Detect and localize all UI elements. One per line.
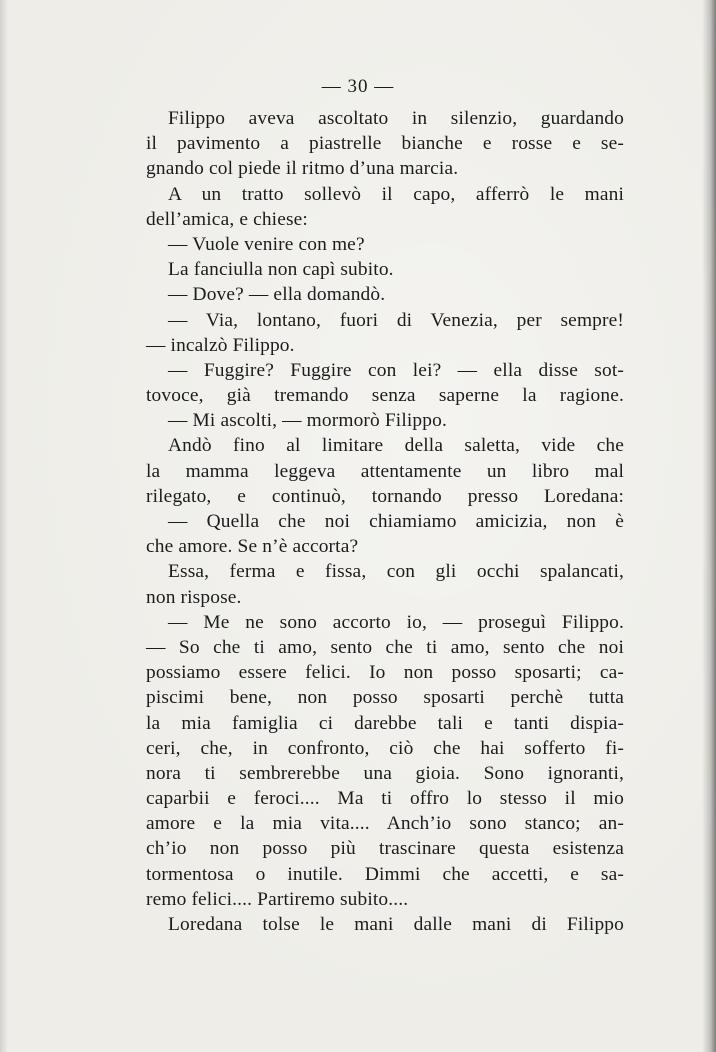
text-line: — Dove? — ella domandò. xyxy=(168,284,386,306)
text-line: — Vuole venire con me? xyxy=(168,233,365,255)
text-line: — Via, lontano, fuori di Venezia, per sempre! xyxy=(168,309,624,331)
text-line: — Fuggire? Fuggire con lei? — ella disse sot- xyxy=(168,359,624,381)
text-line: ch’io non posso più trascinare questa esistenza xyxy=(146,838,624,860)
text-line: tovoce, già tremando senza saperne la ragione. xyxy=(146,385,624,407)
text-line: gnando col piede il ritmo d’una marcia. xyxy=(146,158,459,180)
page-left-edge-shadow xyxy=(0,0,8,1052)
text-line: La fanciulla non capì subito. xyxy=(168,259,394,281)
text-line: piscimi bene, non posso sposarti perchè tutta xyxy=(146,687,624,709)
text-line: A un tratto sollevò il capo, afferrò le mani xyxy=(168,183,624,205)
page-number: — 30 — xyxy=(321,76,395,97)
text-line: — Quella che noi chiamiamo amicizia, non è xyxy=(168,511,624,532)
text-line: possiamo essere felici. Io non posso sposarti; ca- xyxy=(146,662,624,684)
text-line: Filippo aveva ascoltato in silenzio, guardando xyxy=(168,108,624,129)
text-line: Andò fino al limitare della saletta, vide che xyxy=(168,435,624,457)
text-line: la mamma leggeva attentamente un libro mal xyxy=(146,460,624,482)
text-line: dell’amica, e chiese: xyxy=(146,208,308,230)
text-line: la mia famiglia ci darebbe tali e tanti dispia- xyxy=(146,712,624,734)
text-line: caparbii e feroci.... Ma ti offro lo stesso il mio xyxy=(146,788,624,810)
text-line: — incalzò Filippo. xyxy=(146,334,295,356)
text-line: remo felici.... Partiremo subito.... xyxy=(146,888,409,910)
text-line: nora ti sembrerebbe una gioia. Sono ignoranti, xyxy=(146,762,624,784)
text-line: non rispose. xyxy=(146,586,242,608)
text-line: Loredana tolse le mani dalle mani di Filippo xyxy=(168,914,624,935)
text-line: Essa, ferma e fissa, con gli occhi spalancati, xyxy=(168,561,624,583)
text-line: rilegato, e continuò, tornando presso Loredana: xyxy=(146,485,624,507)
text-line: amore e la mia vita.... Anch’io sono stanco; an- xyxy=(146,813,624,835)
text-line: il pavimento a piastrelle bianche e rosse e se- xyxy=(146,133,624,155)
text-line: — Mi ascolti, — mormorò Filippo. xyxy=(168,410,447,432)
body-text xyxy=(146,106,624,937)
page-binding-shadow xyxy=(702,0,716,1052)
text-line: ceri, che, in confronto, ciò che hai sofferto fi- xyxy=(146,737,624,759)
text-line: che amore. Se n’è accorta? xyxy=(146,536,359,558)
text-line: tormentosa o inutile. Dimmi che accetti, e sa- xyxy=(146,863,624,885)
text-line: — Me ne sono accorto io, — proseguì Filippo. xyxy=(168,611,624,633)
text-line: — So che ti amo, sento che ti amo, sento che noi xyxy=(146,636,624,658)
